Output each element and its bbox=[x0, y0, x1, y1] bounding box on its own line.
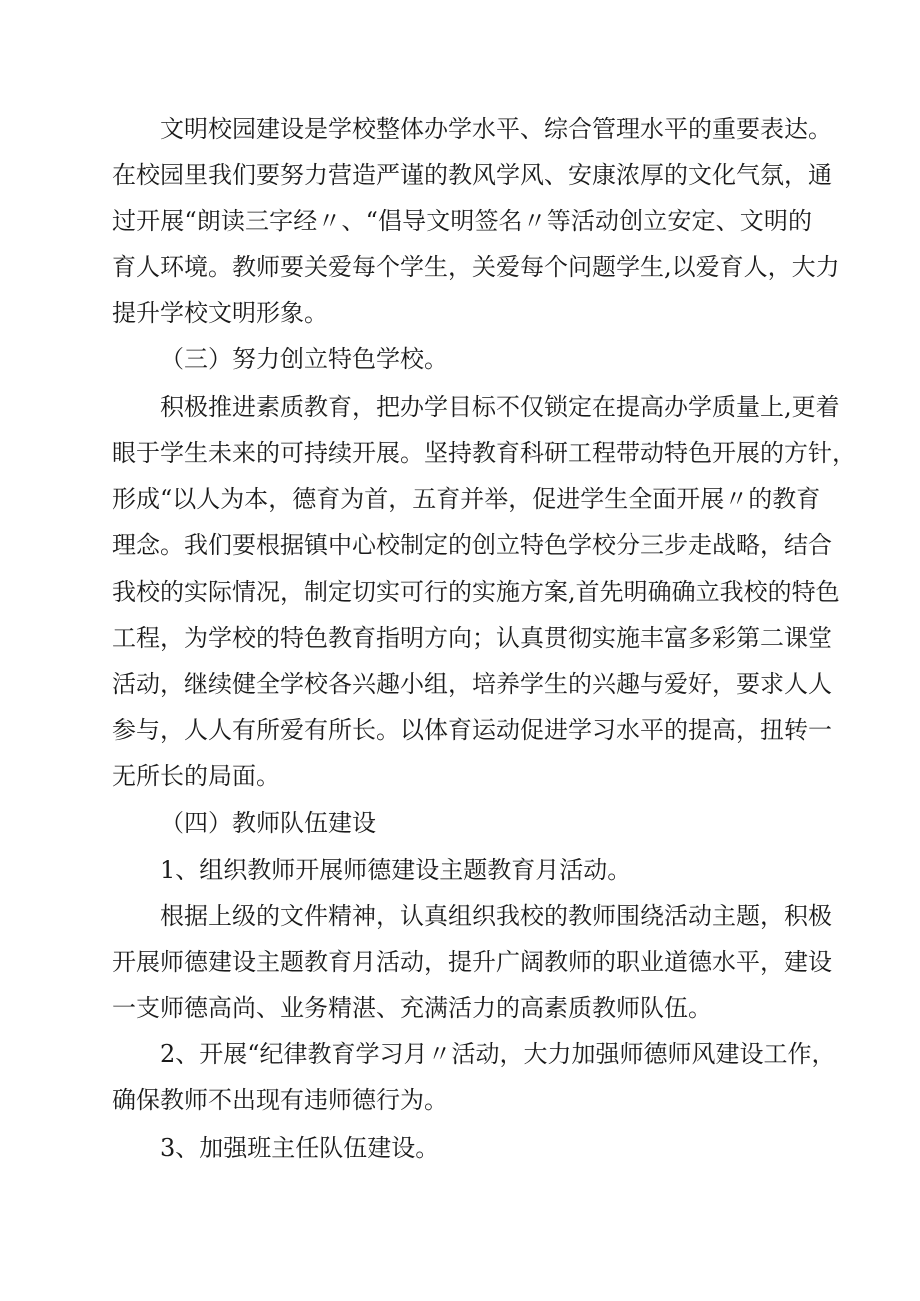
item-1-heading: 1、组织教师开展师德建设主题教育月活动。 bbox=[160, 856, 632, 884]
paragraph-2-line-4: 理念。我们要根据镇中心校制定的创立特色学校分三步走战略，结合 bbox=[112, 531, 832, 559]
section-heading-4: （四）教师队伍建设 bbox=[160, 809, 376, 837]
paragraph-1-line-1: 文明校园建设是学校整体办学水平、综合管理水平的重要表达。 bbox=[160, 115, 832, 143]
paragraph-1-line-5: 提升学校文明形象。 bbox=[112, 299, 328, 327]
paragraph-2-line-6: 工程，为学校的特色教育指明方向；认真贯彻实施丰富多彩第二课堂 bbox=[112, 624, 832, 652]
paragraph-1-line-4: 育人环境。教师要关爱每个学生，关爱每个问题学生,以爱育人，大力 bbox=[112, 253, 840, 281]
paragraph-2-line-2: 眼于学生未来的可持续开展。坚持教育科研工程带动特色开展的方针， bbox=[112, 439, 856, 467]
section-heading-3: （三）努力创立特色学校。 bbox=[160, 345, 448, 373]
paragraph-2-line-1: 积极推进素质教育，把办学目标不仅锁定在提高办学质量上,更着 bbox=[160, 393, 840, 421]
item-2-line-1: 2、开展“纪律教育学习月〃活动，大力加强师德师风建设工作， bbox=[160, 1040, 836, 1068]
paragraph-2-line-8: 参与，人人有所爱有所长。以体育运动促进学习水平的提高，扭转一 bbox=[112, 716, 832, 744]
item-3-heading: 3、加强班主任队伍建设。 bbox=[160, 1134, 440, 1162]
paragraph-1-line-3: 过开展“朗读三字经〃、“倡导文明签名〃等活动创立安定、文明的 bbox=[112, 207, 812, 235]
paragraph-3-line-1: 根据上级的文件精神，认真组织我校的教师围绕活动主题，积极 bbox=[160, 902, 832, 930]
paragraph-2-line-3: 形成“以人为本，德育为首，五育并举，促进学生全面开展〃的教育 bbox=[112, 485, 821, 513]
paragraph-2-line-9: 无所长的局面。 bbox=[112, 762, 280, 790]
paragraph-2-line-7: 活动，继续健全学校各兴趣小组，培养学生的兴趣与爱好，要求人人 bbox=[112, 670, 832, 698]
paragraph-3-line-3: 一支师德高尚、业务精湛、充满活力的高素质教师队伍。 bbox=[112, 994, 712, 1022]
paragraph-1-line-2: 在校园里我们要努力营造严谨的教风学风、安康浓厚的文化气氛，通 bbox=[112, 161, 832, 189]
item-2-line-2: 确保教师不出现有违师德行为。 bbox=[112, 1086, 448, 1114]
paragraph-2-line-5: 我校的实际情况，制定切实可行的实施方案,首先明确确立我校的特色 bbox=[112, 578, 840, 606]
paragraph-3-line-2: 开展师德建设主题教育月活动，提升广阔教师的职业道德水平，建设 bbox=[112, 948, 832, 976]
